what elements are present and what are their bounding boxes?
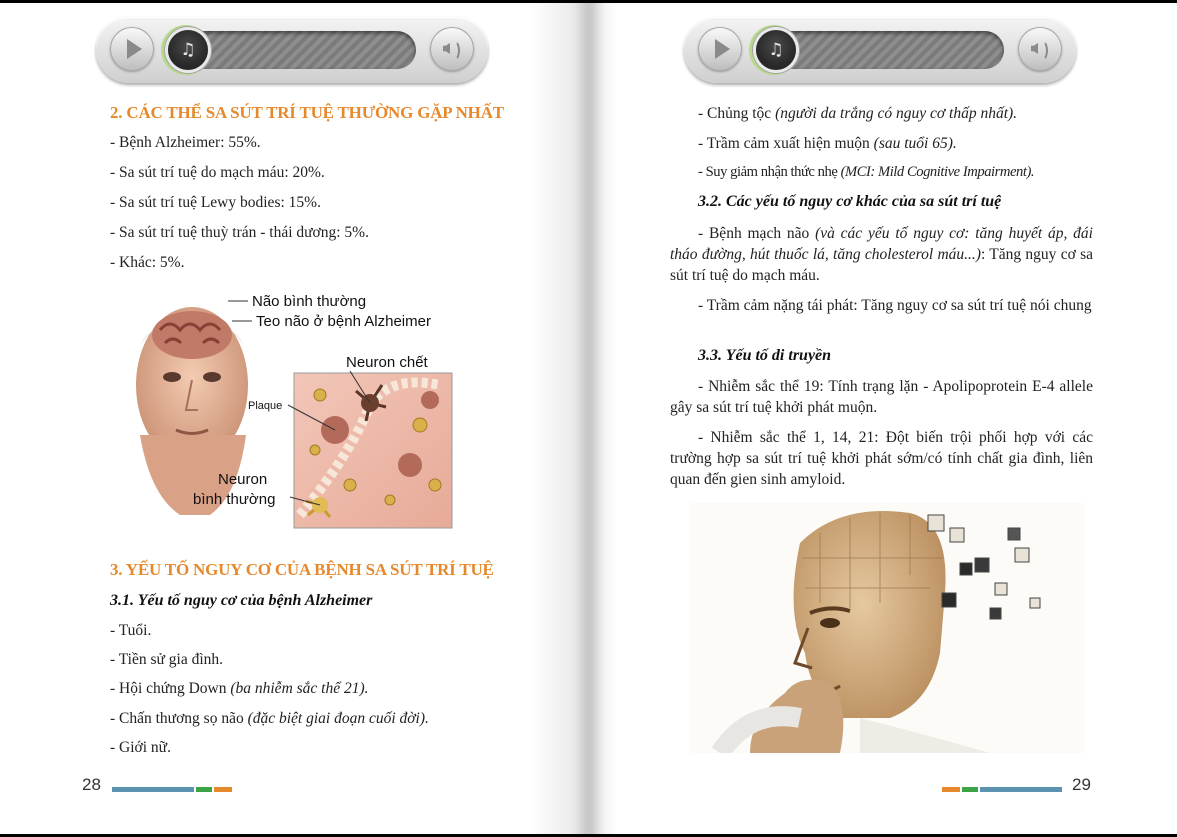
paragraph-cerebrovascular: - Bệnh mạch não (và các yếu tố nguy cơ: tăng huyết áp, đái tháo đường, hút thuốc lá, tăng cholesterol máu...): Tăng nguy cơ sa sút trí tuệ do mạch máu. xyxy=(670,225,1093,284)
audio-player-right xyxy=(684,17,1076,83)
list-item: - Trầm cảm xuất hiện muộn (sau tuổi 65). xyxy=(698,135,957,152)
left-page xyxy=(0,3,588,834)
footer-bar-green xyxy=(196,787,212,792)
label-normal-brain: Não bình thường xyxy=(252,293,367,310)
list-item: - Chấn thương sọ não (đặc biệt giai đoạn cuối đời). xyxy=(110,710,429,727)
subsection-3-2-title: 3.2. Các yếu tố nguy cơ khác của sa sút trí tuệ xyxy=(698,193,1002,210)
label-dead-neuron: Neuron chết xyxy=(346,354,428,371)
footer-bar-orange xyxy=(942,787,960,792)
list-item: - Bệnh Alzheimer: 55%. xyxy=(110,134,261,151)
subsection-3-3-title: 3.3. Yếu tố di truyền xyxy=(698,347,832,364)
music-note-icon: ♫ xyxy=(180,40,196,60)
play-icon xyxy=(715,39,730,59)
label-neuron: Neuron xyxy=(218,471,268,488)
footer-bar-blue xyxy=(980,787,1062,792)
section-2-title: 2. CÁC THỂ SA SÚT TRÍ TUỆ THƯỜNG GẶP NHẤT xyxy=(110,103,504,122)
footer-bar-orange xyxy=(214,787,232,792)
paragraph-depression: - Trầm cảm nặng tái phát: Tăng nguy cơ sa sút trí tuệ nói chung xyxy=(698,297,1092,314)
play-icon xyxy=(127,39,142,59)
page-number-right: 29 xyxy=(1072,775,1091,794)
label-normal-neuron: bình thường xyxy=(193,491,276,508)
volume-button[interactable] xyxy=(430,27,474,71)
list-item: - Sa sút trí tuệ Lewy bodies: 15%. xyxy=(110,194,321,211)
list-item: - Chủng tộc (người da trắng có nguy cơ thấp nhất). xyxy=(698,105,1018,122)
music-note-icon: ♫ xyxy=(768,40,784,60)
book-gutter xyxy=(575,3,605,834)
list-item: - Suy giảm nhận thức nhẹ (MCI: Mild Cognitive Impairment). xyxy=(698,164,1035,180)
audio-progress-knob[interactable] xyxy=(756,30,796,70)
list-item: - Sa sút trí tuệ do mạch máu: 20%. xyxy=(110,164,325,181)
paragraph-chromosome-1-14-21: - Nhiễm sắc thể 1, 14, 21: Đột biến trội phối hợp với các trường hợp sa sút trí tuệ khởi phát sớm/có tính chất gia đình, liên quan đến gien sinh amyloid. xyxy=(670,429,1093,488)
label-atrophy: Teo não ở bệnh Alzheimer xyxy=(256,313,431,330)
subsection-3-1-title: 3.1. Yếu tố nguy cơ của bệnh Alzheimer xyxy=(110,592,373,609)
label-plaque: Plaque xyxy=(248,400,283,412)
volume-wave-icon xyxy=(448,40,460,61)
play-button[interactable] xyxy=(110,27,154,71)
list-item: - Khác: 5%. xyxy=(110,254,185,271)
page-number-left: 28 xyxy=(82,775,101,794)
audio-player-left xyxy=(96,17,488,83)
section-3-title: 3. YẾU TỐ NGUY CƠ CỦA BỆNH SA SÚT TRÍ TUỆ xyxy=(110,560,494,579)
list-item: - Hội chứng Down (ba nhiễm sắc thể 21). xyxy=(110,680,369,697)
list-item: - Giới nữ. xyxy=(110,739,171,756)
list-item: - Tiền sử gia đình. xyxy=(110,651,224,668)
list-item: - Sa sút trí tuệ thuỳ trán - thái dương: 5%. xyxy=(110,224,369,241)
volume-wave-icon xyxy=(1036,40,1048,61)
list-item: - Tuổi. xyxy=(110,622,152,639)
footer-bar-green xyxy=(962,787,978,792)
puzzle-head-illustration xyxy=(690,503,1085,753)
audio-progress-knob[interactable] xyxy=(168,30,208,70)
alzheimer-brain-illustration xyxy=(120,285,465,535)
ebook-spread xyxy=(0,3,1177,834)
footer-bar-blue xyxy=(112,787,194,792)
paragraph-chromosome-19: - Nhiễm sắc thể 19: Tính trạng lặn - Apolipoprotein E-4 allele gây sa sút trí tuệ khởi phát muộn. xyxy=(670,378,1093,416)
play-button[interactable] xyxy=(698,27,742,71)
volume-button[interactable] xyxy=(1018,27,1062,71)
